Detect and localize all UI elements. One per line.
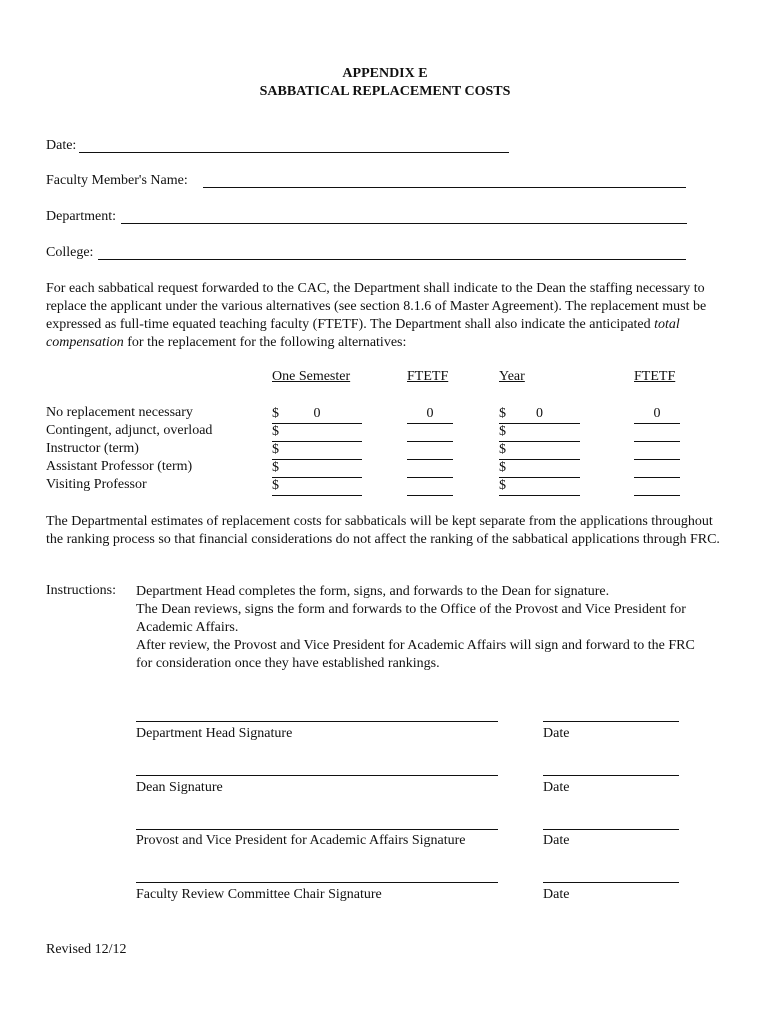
col-header-year: Year [499, 369, 525, 384]
provost-date-label: Date [543, 833, 570, 848]
col-header-ftetf: FTETF [407, 369, 449, 384]
department-head-signature-line[interactable] [136, 721, 498, 722]
instruction-step: Department Head completes the form, signs, and forwards to the Dean for signature. [136, 584, 610, 599]
currency-symbol: $ [272, 406, 279, 421]
year-amount-field[interactable] [499, 407, 580, 424]
ftetf-year-field[interactable] [634, 461, 680, 478]
col-header-one-semester: One Semester [272, 369, 351, 384]
row-label: No replacement necessary [46, 405, 193, 420]
department-head-date-label: Date [543, 726, 570, 741]
currency-symbol: $ [272, 442, 279, 457]
estimates-note: The Departmental estimates of replacement costs for sabbaticals will be kept separate from the applications throughout the ranking process so that financial considerations do not affect the ranking of the sabbatical applications through FRC. [46, 514, 720, 547]
cell-value: 0 [313, 406, 321, 421]
department-field[interactable] [121, 223, 687, 224]
year-amount-field[interactable] [499, 479, 580, 496]
ftetf-year-field[interactable] [634, 407, 680, 424]
ftetf-year-field[interactable] [634, 425, 680, 442]
currency-symbol: $ [499, 442, 506, 457]
row-label: Visiting Professor [46, 477, 147, 492]
currency-symbol: $ [272, 478, 279, 493]
one-semester-amount-field[interactable] [272, 407, 362, 424]
provost-signature-label: Provost and Vice President for Academic Affairs Signature [136, 833, 466, 848]
currency-symbol: $ [499, 424, 506, 439]
cell-value: 0 [653, 406, 661, 421]
ftetf-semester-field[interactable] [407, 407, 453, 424]
row-label: Instructor (term) [46, 441, 139, 456]
date-label: Date: [46, 138, 77, 153]
faculty-name-label: Faculty Member's Name: [46, 173, 188, 188]
currency-symbol: $ [499, 478, 506, 493]
currency-symbol: $ [272, 460, 279, 475]
currency-symbol: $ [499, 406, 506, 421]
cell-value: 0 [426, 406, 434, 421]
faculty-name-field[interactable] [203, 187, 686, 188]
year-amount-field[interactable] [499, 443, 580, 460]
year-amount-field[interactable] [499, 425, 580, 442]
dean-date-label: Date [543, 780, 570, 795]
instruction-step: After review, the Provost and Vice President for Academic Affairs will sign and forward to the FRC for consideration once they have established rankings. [136, 638, 695, 671]
year-amount-field[interactable] [499, 461, 580, 478]
frc-chair-signature-line[interactable] [136, 882, 498, 883]
page-subtitle: SABBATICAL REPLACEMENT COSTS [259, 84, 511, 99]
provost-signature-line[interactable] [136, 829, 498, 830]
intro-paragraph: For each sabbatical request forwarded to the CAC, the Department shall indicate to the Dean the staffing necessary to replace the applicant under the various alternatives (see section 8.1.6 of Master Agreement). The replacement must be expressed as full-time equated teaching faculty (FTETF). The Department shall also indicate the anticipated total compensation for the replacement for the following alternatives: [46, 281, 707, 350]
dean-date-line[interactable] [543, 775, 679, 776]
ftetf-semester-field[interactable] [407, 425, 453, 442]
page-title: APPENDIX E [342, 66, 428, 81]
frc-chair-date-label: Date [543, 887, 570, 902]
instructions-list [136, 583, 696, 673]
ftetf-semester-field[interactable] [407, 443, 453, 460]
row-label: Assistant Professor (term) [46, 459, 193, 474]
one-semester-amount-field[interactable] [272, 443, 362, 460]
one-semester-amount-field[interactable] [272, 425, 362, 442]
ftetf-year-field[interactable] [634, 479, 680, 496]
college-label: College: [46, 245, 94, 260]
revised-date: Revised 12/12 [46, 942, 127, 957]
ftetf-semester-field[interactable] [407, 461, 453, 478]
frc-chair-date-line[interactable] [543, 882, 679, 883]
date-field[interactable] [79, 152, 509, 153]
department-head-signature-label: Department Head Signature [136, 726, 293, 741]
dean-signature-label: Dean Signature [136, 780, 223, 795]
one-semester-amount-field[interactable] [272, 479, 362, 496]
frc-chair-signature-label: Faculty Review Committee Chair Signature [136, 887, 382, 902]
col-header-ftetf-2: FTETF [634, 369, 676, 384]
currency-symbol: $ [499, 460, 506, 475]
instruction-step: The Dean reviews, signs the form and forwards to the Office of the Provost and Vice President for Academic Affairs. [136, 602, 686, 635]
ftetf-year-field[interactable] [634, 443, 680, 460]
dean-signature-line[interactable] [136, 775, 498, 776]
instructions-label: Instructions: [46, 583, 116, 598]
row-label: Contingent, adjunct, overload [46, 423, 213, 438]
currency-symbol: $ [272, 424, 279, 439]
ftetf-semester-field[interactable] [407, 479, 453, 496]
department-label: Department: [46, 209, 116, 224]
college-field[interactable] [98, 259, 686, 260]
department-head-date-line[interactable] [543, 721, 679, 722]
provost-date-line[interactable] [543, 829, 679, 830]
cell-value: 0 [536, 406, 543, 421]
one-semester-amount-field[interactable] [272, 461, 362, 478]
